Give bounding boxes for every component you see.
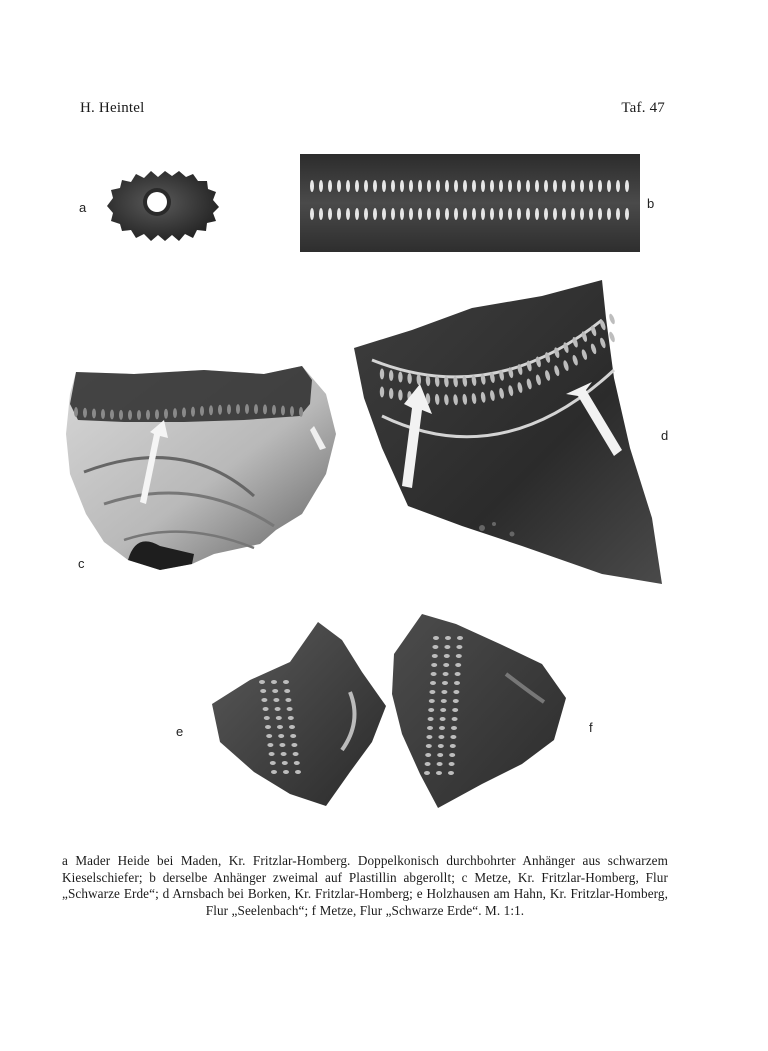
- figure-b-impression-photo: [300, 154, 640, 252]
- figure-a-pendant-photo: [103, 168, 221, 244]
- figure-c-sherd-photo: [64, 364, 340, 570]
- figure-label-b: b: [647, 196, 655, 211]
- figure-label-f: f: [589, 720, 593, 735]
- plate-number: Taf. 47: [621, 100, 665, 116]
- figure-label-a: a: [79, 200, 87, 215]
- figure-e-sherd-photo: [210, 622, 388, 810]
- figure-d-sherd-photo: [352, 278, 669, 588]
- plate-caption: a Mader Heide bei Maden, Kr. Fritzlar-Homberg. Doppelkonisch durchbohrter Anhänger aus schwarzem Kieselschiefer; b derselbe Anhänger zweimal auf Plastillin abgerollt; c Metze, Kr. Fritzlar-Homberg, Flur „Schwarze Erde“; d Arnsbach bei Borken, Kr. Fritzlar-Homberg; e Holzhausen am Hahn, Kr. Fritzlar-Homberg, Flur „Seelenbach“; f Metze, Flur „Schwarze Erde“. M. 1:1.: [62, 853, 668, 918]
- figure-label-d: d: [661, 428, 669, 443]
- figure-label-e: e: [176, 724, 184, 739]
- author-header: H. Heintel: [80, 100, 145, 116]
- figure-f-sherd-photo: [392, 614, 570, 810]
- figure-label-c: c: [78, 556, 85, 571]
